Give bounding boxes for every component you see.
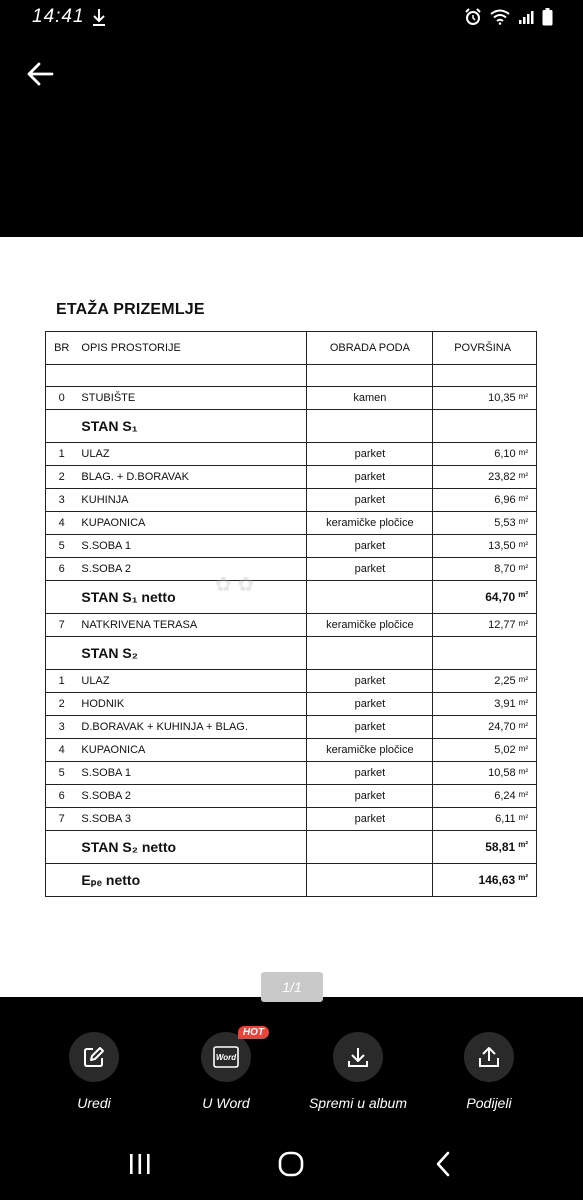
row-area-text: 146,63 xyxy=(478,873,516,887)
row-description xyxy=(77,581,307,614)
row-area xyxy=(433,387,537,410)
edit-icon xyxy=(69,1032,119,1082)
row-description xyxy=(77,693,307,716)
row-number-text: 5 xyxy=(58,767,65,779)
row-area xyxy=(433,739,537,762)
row-number xyxy=(46,785,78,808)
row-area-text: 6,96 xyxy=(494,494,516,506)
table-row xyxy=(46,785,537,808)
row-number xyxy=(46,466,78,489)
header-finish: OBRADA PODA xyxy=(307,332,433,365)
row-description xyxy=(77,614,307,637)
row-area-text: 10,58 xyxy=(488,767,516,779)
row-description-text: S.SOBA 1 xyxy=(81,540,131,552)
share-label: Podijeli xyxy=(466,1095,512,1111)
area-unit: m² xyxy=(518,517,528,526)
row-finish-text: parket xyxy=(354,494,386,506)
row-description xyxy=(77,410,307,443)
header-desc: OPIS PROSTORIJE xyxy=(77,332,307,365)
row-number xyxy=(46,762,78,785)
area-unit: m² xyxy=(518,392,528,401)
row-number-text: 4 xyxy=(58,744,65,756)
table-row xyxy=(46,558,537,581)
battery-icon xyxy=(542,8,553,31)
row-finish xyxy=(307,466,433,489)
row-number xyxy=(46,739,78,762)
row-area-text: 10,35 xyxy=(488,392,516,404)
row-number xyxy=(46,808,78,831)
row-finish xyxy=(307,637,433,670)
row-description-text: ULAZ xyxy=(81,675,110,687)
word-icon-text: Word xyxy=(215,1052,237,1062)
row-area xyxy=(433,716,537,739)
row-finish-text: parket xyxy=(354,471,386,483)
bottom-toolbar xyxy=(0,1020,583,1120)
area-unit: m² xyxy=(518,540,528,549)
row-finish-text: parket xyxy=(354,767,386,779)
row-description xyxy=(77,489,307,512)
row-number xyxy=(46,637,78,670)
row-finish xyxy=(307,443,433,466)
row-number xyxy=(46,716,78,739)
row-description xyxy=(77,387,307,410)
section-row xyxy=(46,637,537,670)
row-description xyxy=(77,831,307,864)
row-description-text: HODNIK xyxy=(81,698,125,710)
row-description-text: S.SOBA 2 xyxy=(81,563,131,575)
row-area xyxy=(433,864,537,897)
row-finish xyxy=(307,864,433,897)
table-row xyxy=(46,693,537,716)
share-icon xyxy=(464,1032,514,1082)
row-number-text: 2 xyxy=(58,698,65,710)
row-area xyxy=(433,808,537,831)
edit-label: Uredi xyxy=(77,1095,111,1111)
row-area-text: 2,25 xyxy=(494,675,516,687)
row-area-text: 23,82 xyxy=(488,471,516,483)
row-description xyxy=(77,466,307,489)
row-number xyxy=(46,387,78,410)
row-area xyxy=(433,581,537,614)
row-area xyxy=(433,670,537,693)
row-description-text: S.SOBA 3 xyxy=(81,813,131,825)
row-finish-text: parket xyxy=(354,698,386,710)
row-description-text: ULAZ xyxy=(81,448,110,460)
row-description-text: S.SOBA 2 xyxy=(81,790,131,802)
row-area-text: 8,70 xyxy=(494,563,516,575)
area-unit: m² xyxy=(518,494,528,503)
row-area xyxy=(433,443,537,466)
table-row xyxy=(46,489,537,512)
row-number-text: 2 xyxy=(58,471,65,483)
area-unit: m² xyxy=(518,590,528,599)
row-description xyxy=(77,864,307,897)
download-status-icon xyxy=(92,8,106,31)
row-area xyxy=(433,365,537,387)
row-finish xyxy=(307,739,433,762)
row-finish xyxy=(307,670,433,693)
row-description xyxy=(77,716,307,739)
row-description-text: KUHINJA xyxy=(81,494,129,506)
blank-row xyxy=(46,365,537,387)
area-unit: m² xyxy=(518,744,528,753)
row-area xyxy=(433,785,537,808)
row-area xyxy=(433,762,537,785)
row-area-text: 5,02 xyxy=(494,744,516,756)
area-unit: m² xyxy=(518,563,528,572)
table-header-row xyxy=(46,332,537,365)
row-finish xyxy=(307,410,433,443)
row-description xyxy=(77,739,307,762)
row-number xyxy=(46,365,78,387)
row-description-text: D.BORAVAK + KUHINJA + BLAG. xyxy=(81,721,248,733)
total-row xyxy=(46,581,537,614)
row-finish xyxy=(307,785,433,808)
row-number xyxy=(46,614,78,637)
row-finish-text: keramičke pločice xyxy=(326,619,414,631)
header-area: POVRŠINA xyxy=(433,332,537,365)
area-unit: m² xyxy=(518,813,528,822)
row-description-text: NATKRIVENA TERASA xyxy=(81,619,198,631)
row-description-text: STUBIŠTE xyxy=(81,392,136,404)
word-label: U Word xyxy=(202,1095,250,1111)
row-area xyxy=(433,614,537,637)
section-row xyxy=(46,410,537,443)
row-area xyxy=(433,512,537,535)
row-finish xyxy=(307,558,433,581)
row-area xyxy=(433,831,537,864)
row-area xyxy=(433,637,537,670)
recent-apps-icon xyxy=(128,1153,152,1175)
row-description xyxy=(77,762,307,785)
row-number xyxy=(46,670,78,693)
row-number xyxy=(46,489,78,512)
table-row xyxy=(46,808,537,831)
row-area-text: 12,77 xyxy=(488,619,516,631)
word-button[interactable] xyxy=(171,1027,281,1111)
area-unit: m² xyxy=(518,698,528,707)
row-finish-text: parket xyxy=(354,448,386,460)
row-finish xyxy=(307,512,433,535)
row-finish-text: parket xyxy=(354,540,386,552)
row-description xyxy=(77,535,307,558)
row-area xyxy=(433,693,537,716)
table-row xyxy=(46,762,537,785)
edit-button[interactable] xyxy=(39,1032,149,1111)
row-number xyxy=(46,535,78,558)
row-number xyxy=(46,558,78,581)
row-description-text: Eₚₑ netto xyxy=(81,871,141,888)
row-description-text: S.SOBA 1 xyxy=(81,767,131,779)
row-number xyxy=(46,410,78,443)
row-number-text: 1 xyxy=(58,448,65,460)
row-finish-text: parket xyxy=(354,563,386,575)
chevron-left-icon xyxy=(435,1151,451,1177)
row-finish xyxy=(307,581,433,614)
table-row xyxy=(46,670,537,693)
row-number-text: 4 xyxy=(58,517,65,529)
back-button[interactable] xyxy=(22,56,58,92)
area-unit: m² xyxy=(518,840,528,849)
status-icons xyxy=(464,8,553,31)
row-description xyxy=(77,785,307,808)
row-finish xyxy=(307,716,433,739)
watermark-logo: ✿ ✿ xyxy=(215,574,255,596)
share-button[interactable] xyxy=(434,1032,544,1111)
row-description-text: STAN S₁ xyxy=(81,418,138,434)
row-finish-text: parket xyxy=(354,813,386,825)
row-area-text: 6,11 xyxy=(495,813,516,825)
row-number-text: 6 xyxy=(58,563,65,575)
table-row xyxy=(46,387,537,410)
row-finish xyxy=(307,614,433,637)
row-finish-text: kamen xyxy=(353,392,387,404)
row-finish-text: parket xyxy=(354,721,386,733)
table-row xyxy=(46,512,537,535)
row-finish xyxy=(307,831,433,864)
hot-badge: HOT xyxy=(238,1026,269,1039)
row-description-text: KUPAONICA xyxy=(81,744,146,756)
table-row xyxy=(46,614,537,637)
row-number xyxy=(46,864,78,897)
area-unit: m² xyxy=(518,675,528,684)
document-viewer[interactable] xyxy=(0,237,583,997)
table-row xyxy=(46,716,537,739)
row-finish-text: keramičke pločice xyxy=(326,744,414,756)
area-unit: m² xyxy=(518,873,528,882)
row-area xyxy=(433,410,537,443)
rooms-table xyxy=(45,331,537,897)
status-bar xyxy=(0,0,583,36)
row-finish-text: parket xyxy=(354,790,386,802)
row-area-text: 5,53 xyxy=(494,517,516,529)
row-area-text: 58,81 xyxy=(485,840,516,854)
row-description xyxy=(77,558,307,581)
row-description-text: BLAG. + D.BORAVAK xyxy=(81,471,189,483)
row-area xyxy=(433,558,537,581)
row-area-text: 6,24 xyxy=(494,790,516,802)
status-time: 14:41 xyxy=(32,6,85,27)
row-description xyxy=(77,808,307,831)
row-number-text: 7 xyxy=(58,619,65,631)
save-to-album-label: Spremi u album xyxy=(308,1095,408,1111)
row-description-text: STAN S₁ netto xyxy=(81,589,176,605)
row-area xyxy=(433,489,537,512)
row-finish xyxy=(307,762,433,785)
row-area-text: 13,50 xyxy=(488,540,516,552)
total-row xyxy=(46,831,537,864)
row-number xyxy=(46,831,78,864)
row-description xyxy=(77,443,307,466)
back-nav-button[interactable] xyxy=(423,1149,463,1179)
total-row xyxy=(46,864,537,897)
table-row xyxy=(46,535,537,558)
area-unit: m² xyxy=(518,448,528,457)
area-unit: m² xyxy=(518,767,528,776)
area-unit: m² xyxy=(518,471,528,480)
wifi-icon xyxy=(490,9,510,30)
area-unit: m² xyxy=(518,619,528,628)
row-number-text: 3 xyxy=(58,494,65,506)
row-finish xyxy=(307,808,433,831)
row-finish xyxy=(307,387,433,410)
area-unit: m² xyxy=(518,721,528,730)
area-unit: m² xyxy=(518,790,528,799)
row-description-text: STAN S₂ xyxy=(81,645,138,661)
row-number-text: 1 xyxy=(58,675,65,687)
row-finish xyxy=(307,365,433,387)
row-number-text: 3 xyxy=(58,721,65,733)
row-description-text: KUPAONICA xyxy=(81,517,146,529)
row-number-text: 5 xyxy=(58,540,65,552)
row-number-text: 6 xyxy=(58,790,65,802)
home-button[interactable] xyxy=(271,1149,311,1179)
navigation-bar xyxy=(0,1135,583,1195)
home-icon xyxy=(278,1151,304,1177)
save-to-album-button[interactable] xyxy=(303,1032,413,1111)
word-icon xyxy=(201,1027,264,1082)
table-row xyxy=(46,466,537,489)
alarm-icon xyxy=(464,8,482,31)
table-row xyxy=(46,739,537,762)
row-area-text: 64,70 xyxy=(485,590,516,604)
row-description xyxy=(77,512,307,535)
document-title: ETAŽA PRIZEMLJE xyxy=(56,301,205,318)
row-number xyxy=(46,512,78,535)
row-description xyxy=(77,670,307,693)
row-number-text: 7 xyxy=(58,813,65,825)
row-finish xyxy=(307,489,433,512)
row-area xyxy=(433,535,537,558)
row-finish-text: keramičke pločice xyxy=(326,517,414,529)
download-icon xyxy=(333,1032,383,1082)
recent-apps-button[interactable] xyxy=(120,1149,160,1179)
table-row xyxy=(46,443,537,466)
header-br: BR xyxy=(46,332,78,365)
row-area-text: 3,91 xyxy=(494,698,516,710)
row-number xyxy=(46,443,78,466)
row-description xyxy=(77,365,307,387)
row-description xyxy=(77,637,307,670)
row-finish xyxy=(307,693,433,716)
row-number xyxy=(46,693,78,716)
row-area-text: 6,10 xyxy=(494,448,516,460)
row-number-text: 0 xyxy=(58,392,65,404)
page-indicator: 1/1 xyxy=(261,972,323,1002)
row-finish-text: parket xyxy=(354,675,386,687)
row-number xyxy=(46,581,78,614)
signal-icon xyxy=(518,9,534,30)
row-area-text: 24,70 xyxy=(488,721,516,733)
row-finish xyxy=(307,535,433,558)
row-area xyxy=(433,466,537,489)
arrow-left-icon xyxy=(26,60,54,88)
row-description-text: STAN S₂ netto xyxy=(81,839,177,855)
